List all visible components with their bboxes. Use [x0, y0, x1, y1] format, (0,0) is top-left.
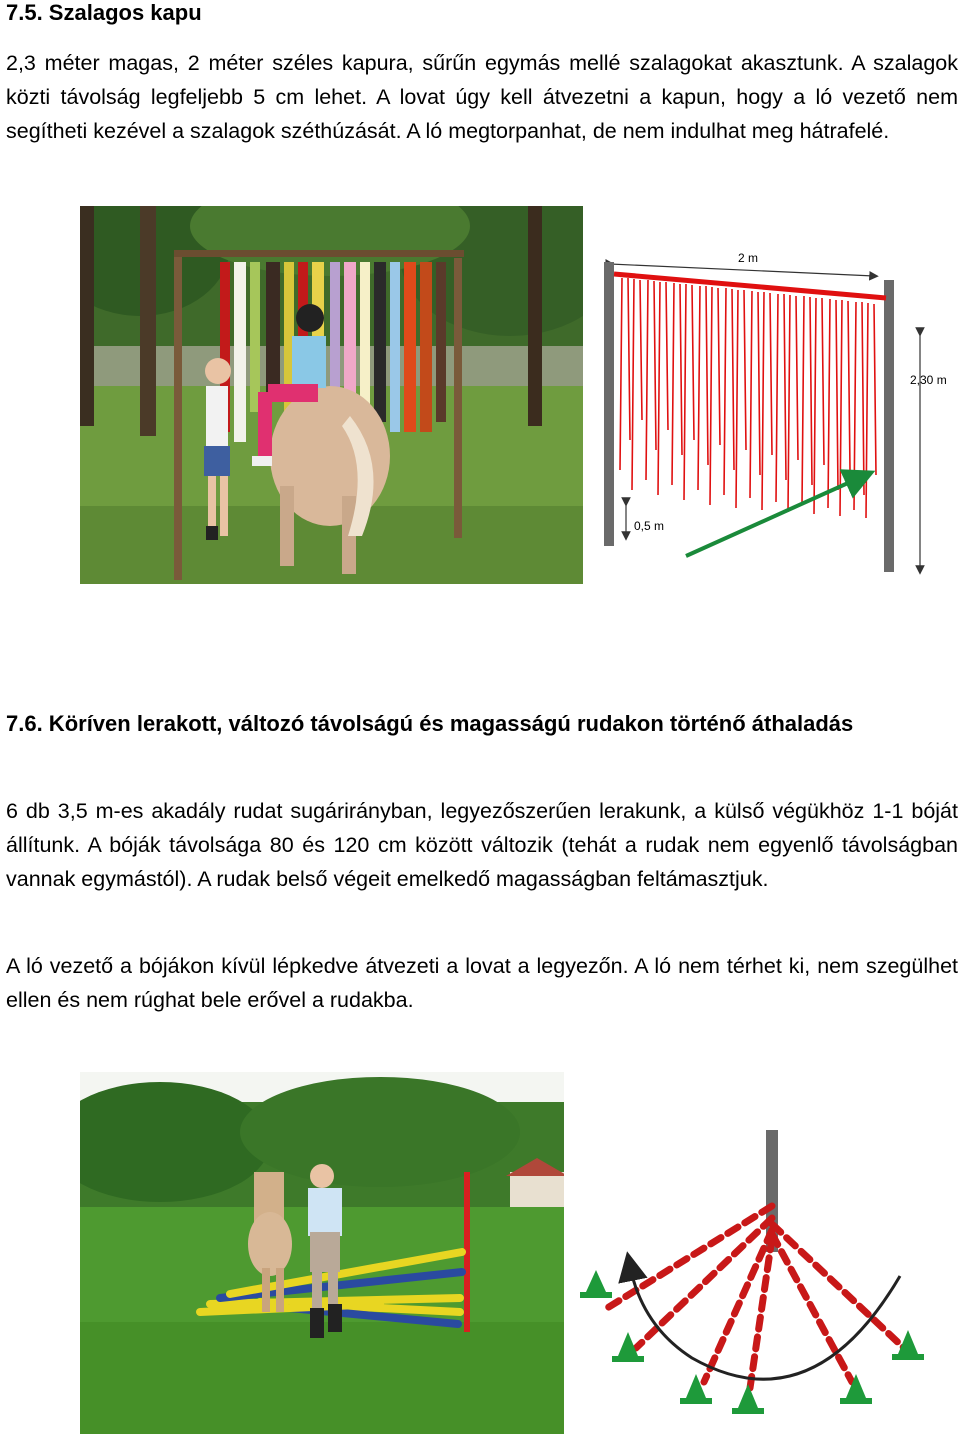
section-title-7-6: 7.6. Köríven lerakott, változó távolságú és magasságú rudakon történő áthaladás [6, 711, 854, 736]
section-paragraph-7-5: 2,3 méter magas, 2 méter széles kapura, sűrűn egymás mellé szalagokat akasztunk. A szalagok közti távolság legfeljebb 5 cm lehet. A lovat úgy kell átvezetni a kapun, hogy a ló vezető nem segítheti kezével a szalagok széthúzását. A ló megtorpanhat, de nem indulhat meg hátrafelé. [6, 51, 958, 143]
pole-fan-photo [80, 1072, 564, 1434]
ribbon-gate-diagram [598, 240, 960, 580]
diagram-width-label: 2 m [738, 251, 759, 265]
section-paragraph-7-6-2: A ló vezető a bójákon kívül lépkedve átvezeti a lovat a legyezőn. A ló nem térhet ki, nem szegülhet ellen és nem rúghat bele erővel a rudakba. [6, 954, 958, 1012]
diagram-bottom-label: 0,5 m [634, 519, 665, 533]
ribbon-gate-photo [80, 206, 583, 584]
diagram-height-label: 2,30 m [910, 373, 947, 387]
section-paragraph-7-6-1: 6 db 3,5 m-es akadály rudat sugárirányban, legyezőszerűen lerakunk, a külső végükhöz 1-1 bóját állítunk. A bóják távolsága 80 és 120 cm között változik (tehát a rudak nem egyenlő távolságban vannak egymástól). A rudak belső végeit emelkedő magasságban feltámasztjuk. [6, 799, 958, 891]
section-title-7-5: 7.5. Szalagos kapu [6, 0, 202, 25]
pole-fan-diagram [572, 1126, 960, 1428]
